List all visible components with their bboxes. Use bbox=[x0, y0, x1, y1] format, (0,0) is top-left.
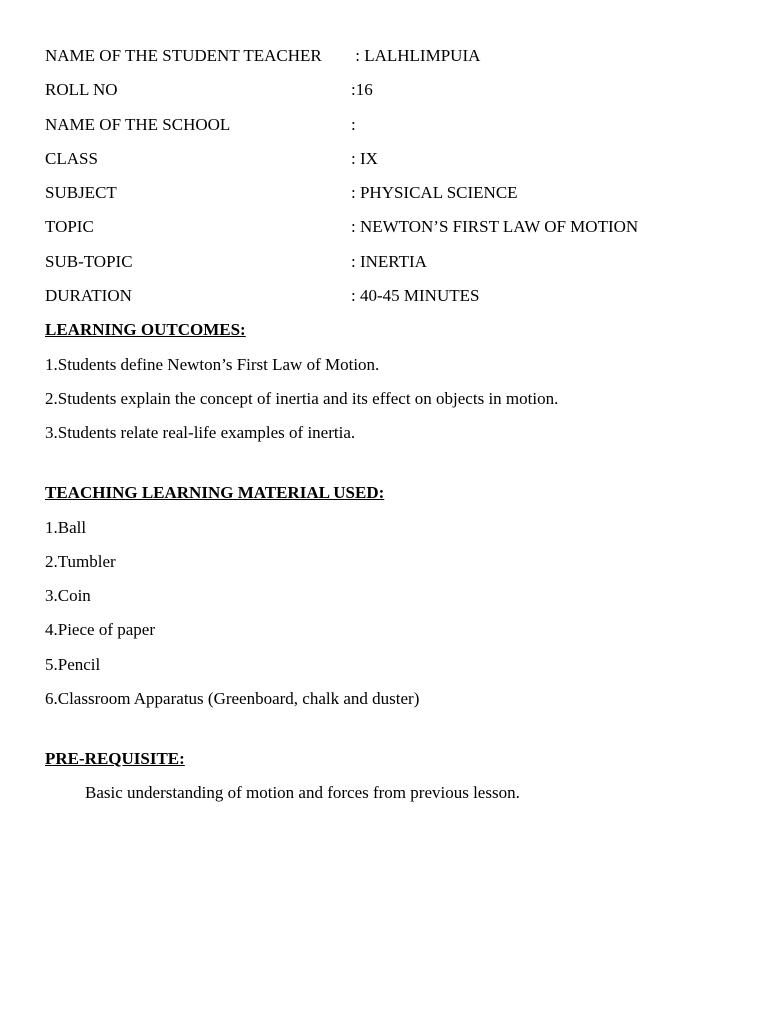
info-value: : 40-45 MINUTES bbox=[351, 286, 480, 306]
info-value: : INERTIA bbox=[351, 251, 427, 271]
list-item: 1.Students define Newton’s First Law of Motion. bbox=[45, 354, 380, 374]
info-row-roll-no bbox=[45, 73, 735, 107]
info-value: : NEWTON’S FIRST LAW OF MOTION bbox=[351, 217, 639, 237]
info-row-class bbox=[45, 142, 735, 176]
list-item: 3.Students relate real-life examples of inertia. bbox=[45, 423, 356, 443]
list-item: 5.Pencil bbox=[45, 654, 101, 674]
tlm-section bbox=[45, 476, 735, 716]
list-item: 4.Piece of paper bbox=[45, 620, 155, 640]
list-item: 2.Students explain the concept of inertia and its effect on objects in motion. bbox=[45, 388, 559, 408]
info-value: : LALHLIMPUIA bbox=[351, 46, 481, 65]
list-item: 1.Ball bbox=[45, 517, 87, 537]
prerequisite-text: Basic understanding of motion and forces from previous lesson. bbox=[85, 783, 520, 803]
info-section bbox=[45, 39, 735, 313]
lesson-plan-page bbox=[45, 39, 735, 811]
info-value: : bbox=[351, 114, 356, 134]
list-item: 3.Coin bbox=[45, 586, 91, 606]
info-label: CLASS bbox=[45, 148, 98, 168]
learning-outcomes-section bbox=[45, 313, 735, 450]
info-label: SUBJECT bbox=[45, 183, 117, 203]
spacer bbox=[45, 451, 735, 477]
info-label: ROLL NO bbox=[45, 80, 118, 100]
info-row-topic bbox=[45, 210, 735, 244]
info-row-subject bbox=[45, 176, 735, 210]
info-row-sub-topic bbox=[45, 245, 735, 279]
prerequisite-section bbox=[45, 742, 735, 811]
info-row-school bbox=[45, 108, 735, 142]
info-label: NAME OF THE STUDENT TEACHER bbox=[45, 46, 322, 65]
list-item: 6.Classroom Apparatus (Greenboard, chalk and duster) bbox=[45, 689, 420, 709]
info-label: TOPIC bbox=[45, 217, 94, 237]
info-value: : IX bbox=[351, 148, 378, 168]
prerequisite-heading: PRE-REQUISITE: bbox=[45, 749, 185, 769]
learning-outcomes-heading: LEARNING OUTCOMES: bbox=[45, 320, 246, 340]
list-item: 2.Tumbler bbox=[45, 551, 116, 571]
spacer bbox=[45, 716, 735, 742]
info-label: SUB-TOPIC bbox=[45, 251, 133, 271]
info-row-student-teacher bbox=[45, 39, 735, 73]
info-label: DURATION bbox=[45, 286, 132, 306]
info-label: NAME OF THE SCHOOL bbox=[45, 114, 231, 134]
info-value: :16 bbox=[351, 80, 373, 100]
tlm-heading: TEACHING LEARNING MATERIAL USED: bbox=[45, 483, 385, 503]
info-value: : PHYSICAL SCIENCE bbox=[351, 183, 518, 203]
info-row-duration bbox=[45, 279, 735, 313]
